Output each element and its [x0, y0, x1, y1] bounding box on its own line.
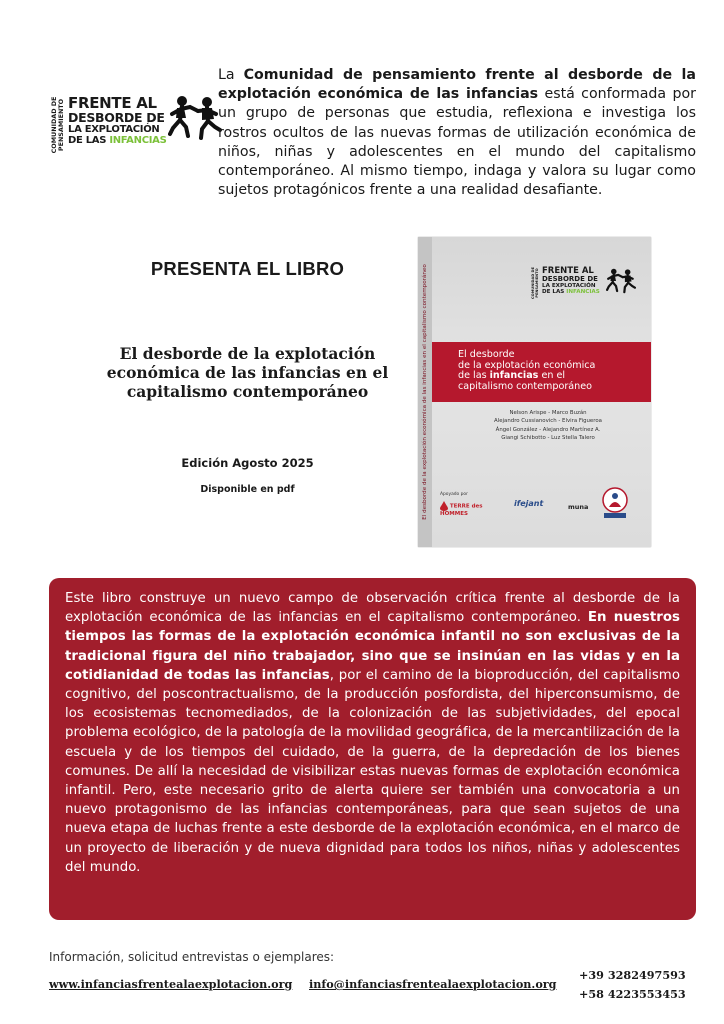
logo-line: LA EXPLOTACIÓN	[68, 124, 160, 135]
author-line: Ángel González - Alejandro Martínez A.	[495, 426, 601, 433]
phone-number[interactable]: +39 3282497593	[579, 968, 686, 982]
author-line: Giangi Schibotto - Luz Stella Talero	[501, 435, 595, 442]
sponsor-muna-logo: muna	[568, 503, 589, 511]
description-box	[49, 578, 696, 920]
contact-info-label: Información, solicitud entrevistas o ejemplares:	[49, 950, 335, 964]
description-highlight: En nuestros tiempos las formas de la explotación económica infantil no son exclusivas de la tradicional figura del niño trabajador, sino que se insinúan en las vidas y en la cotidianidad de todas las infancias	[65, 610, 680, 683]
community-name: Comunidad de pensamiento frente al desborde de la explotación económica de las infancias	[218, 67, 696, 103]
logo-vertical-line: PENSAMIENTO	[57, 98, 65, 152]
sponsor-terre-des-hommes-logo: TERRE des HOMMES	[440, 501, 500, 517]
cover-logo: COMUNIDAD DE PENSAMIENTO FRENTE AL DESBORDE DE LA EXPLOTACIÓN DE LAS INFANCIAS	[530, 267, 640, 301]
running-children-icon	[606, 267, 636, 295]
cover-spine	[418, 237, 432, 547]
spine-title: El desborde de la explotación económica de las infancias en el capitalismo contemporáneo	[422, 264, 428, 520]
cover-title-line: El desborde	[458, 349, 515, 360]
description-paragraph: Este libro construye un nuevo campo de observación crítica frente al desborde de la explotación económica de las infancias en el capitalismo contemporáneo. En nuestros tiempos las formas de la explotación económica infantil no son exclusivas de la tradicional figura del niño trabajador, sino que se insinúan en las vidas y en la cotidianidad de todas las infancias, por el camino de la bioproducción, del capitalismo cognitivo, del poscontractualismo, de la producción posfordista, del hiperconsumismo, de los ecosistemas tecnomediados, de la colonización de las subjetividades, del epocal problema ecológico, de la patología de la movilidad geográfica, de la mercantilización de la escuela y de los tiempos del cuidado, de la guerra, de la depredación de los bienes comunes. De allí la necesidad de visibilizar estas nuevas formas de explotación económica infantil. Pero, este necesario grito de alerta quiere ser también una convocatoria a un nuevo protagonismo de las infancias contemporáneas, para que sean sujetos de una nueva etapa de luchas frente a este desborde de la explotación económica, en el marco de un proyecto de liberación y de nueva dignidad para todos los niños, niñas y adolescentes del mundo.	[65, 591, 681, 875]
phone-numbers	[579, 966, 686, 1004]
logo-vertical-label	[50, 96, 66, 154]
cover-support-label: Apoyado por	[440, 492, 468, 497]
book-title	[105, 344, 390, 401]
book-cover	[418, 237, 651, 547]
cover-title-line: capitalismo contemporáneo	[458, 380, 593, 392]
logo-line: DE LAS INFANCIAS	[68, 135, 167, 146]
author-line: Alejandro Cussianovich - Elvira Figueroa	[494, 418, 602, 425]
availability-label: Disponible en pdf	[200, 484, 295, 495]
logo-line: FRENTE AL	[68, 94, 157, 112]
phone-number[interactable]: +58 4223553453	[579, 987, 686, 1001]
running-children-icon	[168, 94, 222, 142]
book-title-line: capitalismo contemporáneo	[126, 382, 369, 401]
cover-authors	[454, 409, 642, 443]
intro-paragraph: La Comunidad de pensamiento frente al desborde de la explotación económica de las infancias está conformada por un grupo de personas que estudia, reflexiona e investiga los rostros ocultos de las nuevas formas de utilización económica de niños, niñas y adolescentes en el mundo del capitalismo contemporáneo. Al mismo tiempo, indaga y valora su lugar como sujetos protagónicos frente a una realidad desafiante.	[218, 67, 696, 199]
community-logo	[50, 92, 222, 158]
cover-title-line: de las infancias en el	[458, 370, 566, 381]
presenta-heading: PRESENTA EL LIBRO	[150, 258, 345, 279]
sponsor-circle-logo	[598, 485, 632, 523]
logo-line: DESBORDE DE	[68, 110, 165, 125]
drop-icon	[440, 501, 448, 511]
cover-title-line: de la explotación económica	[458, 359, 596, 371]
book-title-line: económica de las infancias en el	[106, 363, 389, 382]
logo-vertical-line: COMUNIDAD DE	[50, 96, 58, 154]
author-line: Nelson Arispe - Marco Buzán	[509, 410, 587, 416]
website-link[interactable]: www.infanciasfrentealaexplotacion.org	[49, 977, 293, 991]
sponsor-ifejant-logo: ifejant	[514, 499, 544, 508]
book-title-line: El desborde de la explotación	[119, 344, 376, 363]
edition-label: Edición Agosto 2025	[181, 456, 314, 470]
cover-title-band	[432, 342, 651, 402]
email-link[interactable]: info@infanciasfrentealaexplotacion.org	[309, 977, 557, 991]
